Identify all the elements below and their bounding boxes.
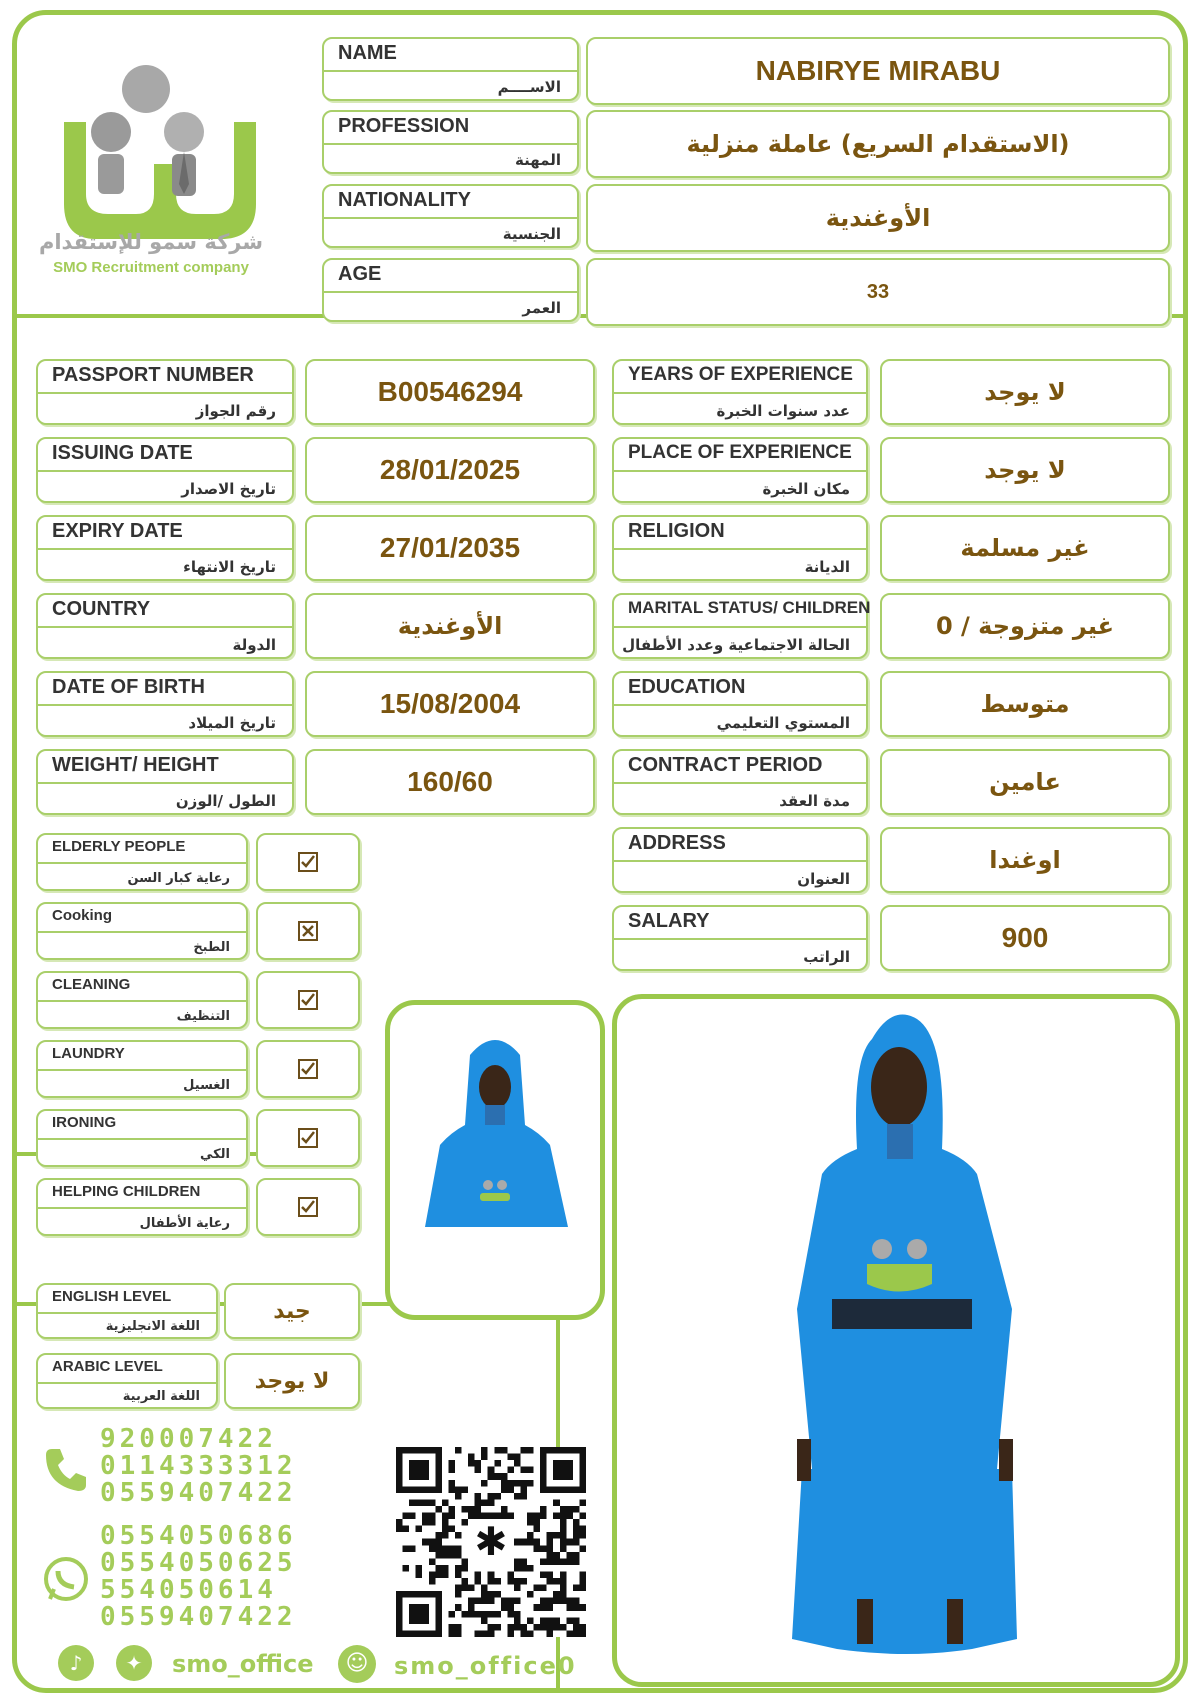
phone-list — [100, 1426, 297, 1507]
value-left-field: 15/08/2004 — [305, 671, 595, 737]
photo-large-frame — [612, 994, 1180, 1687]
cross-icon — [298, 921, 318, 941]
label-right-field: CONTRACT PERIOD مدة العقد — [612, 749, 868, 815]
whatsapp-icon — [42, 1555, 90, 1607]
company-name-en: SMO Recruitment company — [53, 259, 249, 276]
check-icon — [298, 852, 318, 872]
phone-number[interactable]: 920007422 — [100, 1424, 277, 1454]
label-left-field: ISSUING DATE تاريخ الاصدار — [36, 437, 294, 503]
label-left-field: PASSPORT NUMBER رقم الجواز — [36, 359, 294, 425]
check-icon — [298, 1197, 318, 1217]
label-arabic-level: ARABIC LEVEL اللغة العربية — [36, 1353, 218, 1409]
phone-icon — [42, 1445, 90, 1497]
value-right-field: 900 — [880, 905, 1170, 971]
check-icon — [298, 1059, 318, 1079]
logo-mark — [36, 34, 266, 244]
value-right-field: لا يوجد — [880, 437, 1170, 503]
whatsapp-number[interactable]: 554050614 — [100, 1575, 277, 1605]
photo-small — [390, 1005, 600, 1315]
value-nationality: الأوغندية — [586, 184, 1170, 252]
value-age: 33 — [586, 258, 1170, 326]
label-name: NAME الاســــم — [322, 37, 579, 101]
label-right-field: SALARY الراتب — [612, 905, 868, 971]
value-right-field: لا يوجد — [880, 359, 1170, 425]
label-skill: ELDERLY PEOPLE رعاية كبار السن — [36, 833, 248, 891]
label-left-field: WEIGHT/ HEIGHT الطول /الوزن — [36, 749, 294, 815]
photo-large — [617, 999, 1175, 1682]
check-icon — [298, 990, 318, 1010]
value-profession: (الاستقدام السريع) عاملة منزلية — [586, 110, 1170, 178]
company-name-ar: شركة سمو للإستقدام — [38, 230, 264, 254]
skill-checkbox[interactable] — [256, 1178, 360, 1236]
value-right-field: غير مسلمة — [880, 515, 1170, 581]
value-name: NABIRYE MIRABU — [586, 37, 1170, 105]
whatsapp-number[interactable]: 0554050686 — [100, 1521, 297, 1551]
label-right-field: ADDRESS العنوان — [612, 827, 868, 893]
value-arabic-level: لا يوجد — [224, 1353, 360, 1409]
skill-checkbox[interactable] — [256, 1109, 360, 1167]
whatsapp-number[interactable]: 0559407422 — [100, 1602, 297, 1632]
value-left-field: الأوغندية — [305, 593, 595, 659]
social-handle-1[interactable]: smo_office — [172, 1650, 314, 1678]
skill-checkbox[interactable] — [256, 902, 360, 960]
value-left-field: 160/60 — [305, 749, 595, 815]
label-left-field: DATE OF BIRTH تاريخ الميلاد — [36, 671, 294, 737]
phone-number[interactable]: 0114333312 — [100, 1451, 297, 1481]
value-left-field: 28/01/2025 — [305, 437, 595, 503]
label-right-field: RELIGION الديانة — [612, 515, 868, 581]
label-nationality: NATIONALITY الجنسية — [322, 184, 579, 248]
value-english-level: جيد — [224, 1283, 360, 1339]
svg-text:✱: ✱ — [474, 1520, 508, 1566]
phone-number[interactable]: 0559407422 — [100, 1478, 297, 1508]
label-right-field: EDUCATION المستوي التعليمي — [612, 671, 868, 737]
label-skill: LAUNDRY الغسيل — [36, 1040, 248, 1098]
value-left-field: B00546294 — [305, 359, 595, 425]
whatsapp-number[interactable]: 0554050625 — [100, 1548, 297, 1578]
check-icon — [298, 1128, 318, 1148]
label-right-field: YEARS OF EXPERIENCE عدد سنوات الخبرة — [612, 359, 868, 425]
skill-checkbox[interactable] — [256, 833, 360, 891]
value-right-field: عامين — [880, 749, 1170, 815]
label-skill: IRONING الكي — [36, 1109, 248, 1167]
label-skill: Cooking الطبخ — [36, 902, 248, 960]
company-logo — [36, 34, 266, 284]
skill-checkbox[interactable] — [256, 971, 360, 1029]
whatsapp-list — [100, 1523, 297, 1631]
snapchat-icon[interactable]: ☺ — [338, 1645, 376, 1683]
label-skill: HELPING CHILDREN رعاية الأطفال — [36, 1178, 248, 1236]
label-right-field: PLACE OF EXPERIENCE مكان الخبرة — [612, 437, 868, 503]
tiktok-icon[interactable]: ♪ — [58, 1645, 94, 1681]
skill-checkbox[interactable] — [256, 1040, 360, 1098]
label-english-level: ENGLISH LEVEL اللغة الانجليزية — [36, 1283, 218, 1339]
label-skill: CLEANING التنظيف — [36, 971, 248, 1029]
label-age: AGE العمر — [322, 258, 579, 322]
label-right-field: MARITAL STATUS/ CHILDREN الحالة الاجتماعية وعدد الأطفال — [612, 593, 868, 659]
social-handle-2[interactable]: smo_office0 — [394, 1652, 577, 1680]
value-right-field: متوسط — [880, 671, 1170, 737]
label-left-field: COUNTRY الدولة — [36, 593, 294, 659]
qr-code[interactable] — [396, 1447, 586, 1637]
value-right-field: اوغندا — [880, 827, 1170, 893]
value-right-field: غير متزوجة / 0 — [880, 593, 1170, 659]
value-left-field: 27/01/2035 — [305, 515, 595, 581]
label-profession: PROFESSION المهنة — [322, 110, 579, 174]
photo-small-frame — [385, 1000, 605, 1320]
twitter-icon[interactable]: ✦ — [116, 1645, 152, 1681]
label-left-field: EXPIRY DATE تاريخ الانتهاء — [36, 515, 294, 581]
